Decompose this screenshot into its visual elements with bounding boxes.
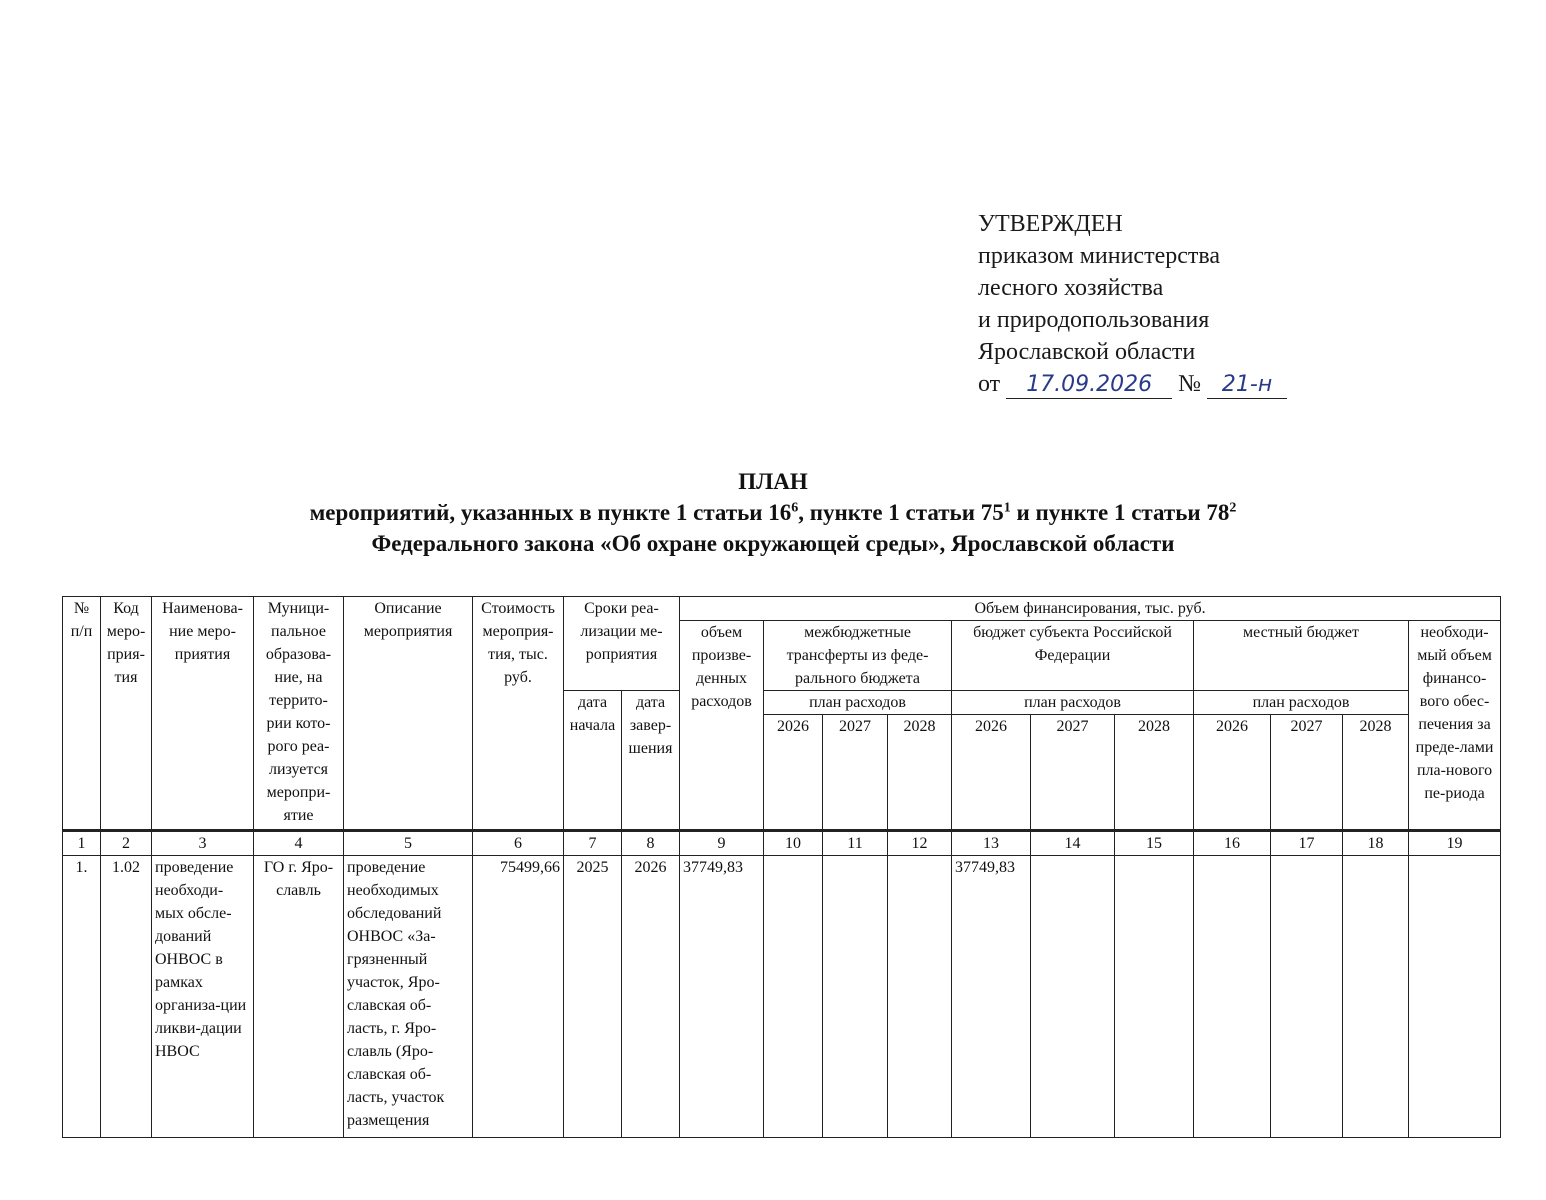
header-needed: необходи-мый объем финансо-вого обес-печения за преде-лами пла-нового пе-риода (1409, 621, 1501, 831)
title-part-c: и пункте 1 статьи 78 (1010, 500, 1230, 525)
col-number: 4 (254, 831, 344, 856)
header-federal-plan: план расходов (764, 691, 952, 715)
col-number: 7 (564, 831, 622, 856)
approval-block (978, 208, 1287, 400)
header-cost: Стоимость мероприя-тия, тыс. руб. (473, 597, 564, 831)
row-needed (1409, 856, 1501, 1138)
header-year: 2026 (1194, 715, 1271, 831)
header-start: дата начала (564, 691, 622, 831)
row-description: проведение необходимых обследований ОНВОС «За-грязненный участок, Яро-славская об-ласть, г. Яро-славль (Яро-славская об-ласть, участок размещения (344, 856, 473, 1138)
header-year: 2027 (823, 715, 888, 831)
header-year: 2028 (1115, 715, 1194, 831)
row-cost: 75499,66 (473, 856, 564, 1138)
handwritten-date: 17.09.2026 (1006, 372, 1172, 399)
row-num: 1. (63, 856, 101, 1138)
approval-line-3: лесного хозяйства (978, 275, 1164, 301)
row-end: 2026 (622, 856, 680, 1138)
header-year: 2028 (1343, 715, 1409, 831)
approval-date-line (978, 368, 1287, 400)
col-number: 1 (63, 831, 101, 856)
col-number: 15 (1115, 831, 1194, 856)
header-row-1 (63, 597, 1501, 621)
header-terms (564, 597, 680, 691)
row-regional-2026: 37749,83 (952, 856, 1031, 1138)
handwritten-number: 21-н (1207, 372, 1287, 399)
col-number: 10 (764, 831, 823, 856)
row-regional-2027 (1031, 856, 1115, 1138)
document-title (0, 466, 1546, 559)
col-number: 17 (1271, 831, 1343, 856)
title-part-b: , пункте 1 статьи 75 (798, 500, 1004, 525)
header-municipality: Муници-пальное образова-ние, на террито-рии кото-рого реа-лизуется меропри-ятие (254, 597, 344, 831)
col-number: 8 (622, 831, 680, 856)
header-regional: бюджет субъекта Российской Федерации (952, 621, 1194, 691)
col-number: 18 (1343, 831, 1409, 856)
row-federal-2028 (888, 856, 952, 1138)
row-volume: 37749,83 (680, 856, 764, 1138)
col-number: 16 (1194, 831, 1271, 856)
row-local-2027 (1271, 856, 1343, 1138)
col-number: 6 (473, 831, 564, 856)
title-sup-1: 6 (791, 500, 799, 516)
title-sup-3: 2 (1229, 500, 1237, 516)
row-local-2026 (1194, 856, 1271, 1138)
approval-line-2: приказом министерства (978, 243, 1221, 269)
header-regional-plan: план расходов (952, 691, 1194, 715)
col-number: 12 (888, 831, 952, 856)
approval-line-1: УТВЕРЖДЕН (978, 211, 1123, 237)
approval-line-4: и природопользования (978, 307, 1210, 333)
from-label: от (978, 371, 1001, 397)
col-number: 3 (152, 831, 254, 856)
row-municipality: ГО г. Яро-славль (254, 856, 344, 1138)
header-year: 2027 (1271, 715, 1343, 831)
col-number: 19 (1409, 831, 1501, 856)
column-numbers-row (63, 831, 1501, 856)
col-number: 2 (101, 831, 152, 856)
header-terms-text: Сроки реа-лизации ме-роприятия (580, 600, 663, 663)
table-row (63, 856, 1501, 1138)
header-federal: межбюджетные трансферты из феде-рального бюджета (764, 621, 952, 691)
title-line-3: Федерального закона «Об охране окружающей среды», Ярославской области (371, 531, 1175, 556)
row-start: 2025 (564, 856, 622, 1138)
col-number: 13 (952, 831, 1031, 856)
title-part-a: мероприятий, указанных в пункте 1 статьи 16 (309, 500, 792, 525)
header-year: 2026 (764, 715, 823, 831)
row-federal-2027 (823, 856, 888, 1138)
row-name: проведение необходи-мых обсле-дований ОНВОС в рамках организа-ции ликви-дации НВОС (152, 856, 254, 1138)
header-end: дата завер-шения (622, 691, 680, 831)
row-federal-2026 (764, 856, 823, 1138)
header-volume: объем произве-денных расходов (680, 621, 764, 831)
header-local-plan: план расходов (1194, 691, 1409, 715)
approval-line-5: Ярославской области (978, 339, 1196, 365)
plan-table (62, 596, 1501, 1138)
title-line-2 (0, 497, 1546, 528)
header-local: местный бюджет (1194, 621, 1409, 691)
row-code: 1.02 (101, 856, 152, 1138)
header-funding: Объем финансирования, тыс. руб. (680, 597, 1501, 621)
header-code: Код меро-прия-тия (101, 597, 152, 831)
header-year: 2026 (952, 715, 1031, 831)
row-regional-2028 (1115, 856, 1194, 1138)
header-year: 2027 (1031, 715, 1115, 831)
col-number: 9 (680, 831, 764, 856)
title-sup-2: 1 (1003, 500, 1011, 516)
header-num: № п/п (63, 597, 101, 831)
title-line-1: ПЛАН (738, 469, 808, 494)
number-label: № (1178, 371, 1202, 397)
header-year: 2028 (888, 715, 952, 831)
header-name: Наименова-ние меро-приятия (152, 597, 254, 831)
col-number: 14 (1031, 831, 1115, 856)
header-description: Описание мероприятия (344, 597, 473, 831)
row-local-2028 (1343, 856, 1409, 1138)
col-number: 11 (823, 831, 888, 856)
col-number: 5 (344, 831, 473, 856)
